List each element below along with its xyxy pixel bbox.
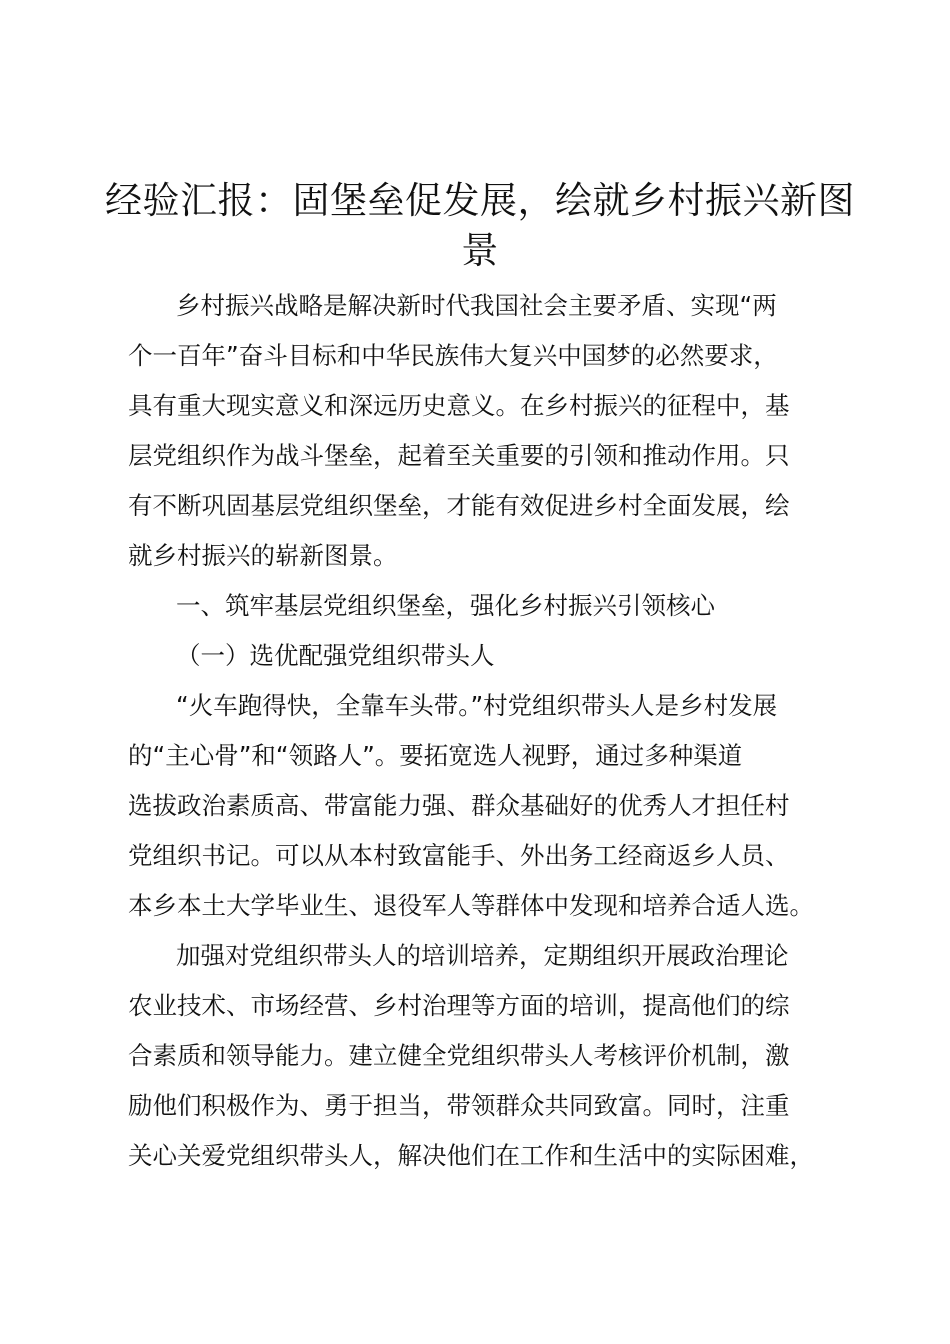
paragraph-line: 有不断巩固基层党组织堡垒，才能有效促进乡村全面发展，绘 — [128, 491, 790, 520]
paragraph-line: 农业技术、市场经营、乡村治理等方面的培训，提高他们的综 — [128, 991, 790, 1020]
paragraph-line: 就乡村振兴的崭新图景。 — [128, 541, 398, 570]
paragraph-line: “火车跑得快，全靠车头带。”村党组织带头人是乡村发展 — [176, 691, 778, 720]
paragraph-line: 本乡本土大学毕业生、退役军人等群体中发现和培养合适人选。 — [128, 891, 814, 920]
paragraph-line: 乡村振兴战略是解决新时代我国社会主要矛盾、实现“两 — [176, 291, 777, 320]
paragraph-line: 党组织书记。可以从本村致富能手、外出务工经商返乡人员、 — [128, 841, 790, 870]
paragraph-line: 的“主心骨”和“领路人”。要拓宽选人视野，通过多种渠道 — [128, 741, 743, 770]
paragraph-line: 励他们积极作为、勇于担当，带领群众共同致富。同时，注重 — [128, 1091, 790, 1120]
title-line: 景 — [461, 229, 499, 272]
paragraph-line: 层党组织作为战斗堡垒，起着至关重要的引领和推动作用。只 — [128, 441, 790, 470]
section-heading: 一、筑牢基层党组织堡垒，强化乡村振兴引领核心 — [176, 591, 715, 620]
section-subheading: （一）选优配强党组织带头人 — [176, 641, 495, 670]
paragraph-line: 加强对党组织带头人的培训培养，定期组织开展政治理论 — [176, 941, 789, 970]
paragraph-line: 具有重大现实意义和深远历史意义。在乡村振兴的征程中，基 — [128, 391, 790, 420]
document-title — [100, 176, 860, 276]
paragraph-line: 关心关爱党组织带头人，解决他们在工作和生活中的实际困难， — [128, 1141, 814, 1170]
paragraph-line: 个一百年”奋斗目标和中华民族伟大复兴中国梦的必然要求， — [128, 341, 778, 370]
title-line: 经验汇报：固堡垒促发展，绘就乡村振兴新图 — [105, 179, 855, 222]
paragraph-line: 选拔政治素质高、带富能力强、群众基础好的优秀人才担任村 — [128, 791, 790, 820]
paragraph-line: 合素质和领导能力。建立健全党组织带头人考核评价机制，激 — [128, 1041, 790, 1070]
